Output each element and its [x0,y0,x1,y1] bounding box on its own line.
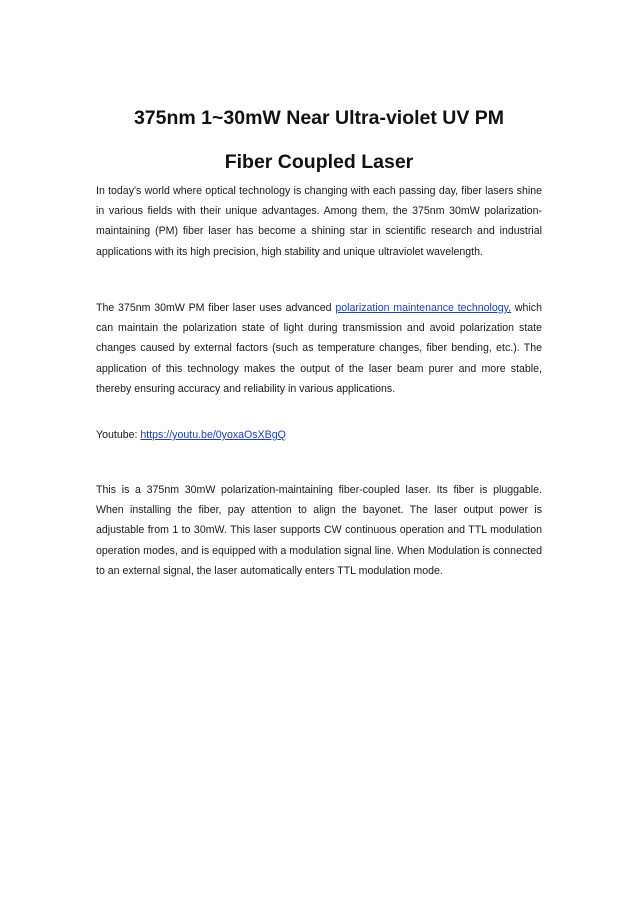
document-title [60,96,578,184]
product-description-paragraph: This is a 375nm 30mW polarization-maintaining fiber-coupled laser. Its fiber is pluggable. When installing the fiber, pay attention to align the bayonet. The laser output power is adjustable from 1 to 30mW. This laser supports CW continuous operation and TTL modulation operation modes, and is equipped with a modulation signal line. When Modulation is connected to an external signal, the laser automatically enters TTL modulation mode. [96,484,542,577]
youtube-label: Youtube: [96,429,141,441]
technology-paragraph-text-start: The 375nm 30mW PM fiber laser uses advanced [96,302,336,314]
title-line-2: Fiber Coupled Laser [224,151,414,173]
title-line-1: 375nm 1~30mW Near Ultra-violet UV PM [133,107,505,129]
youtube-link[interactable]: https://youtu.be/0yoxaOsXBgQ [140,429,286,441]
youtube-line [96,425,542,445]
technology-paragraph [96,298,542,399]
intro-paragraph: In today's world where optical technology is changing with each passing day, fiber lasers shine in various fields with their unique advantages. Among them, the 375nm 30mW polarization-maintaining (PM) fiber laser has become a shining star in scientific research and industrial applications with its high precision, high stability and unique ultraviolet wavelength. [96,185,542,258]
polarization-technology-link[interactable]: polarization maintenance technology, [335,302,512,314]
technology-paragraph-text-end: which can maintain the polarization state of light during transmission and avoid polarization state changes caused by external factors (such as temperature changes, fiber bending, etc.). The application of this technology makes the output of the laser beam purer and more stable, thereby ensuring accuracy and reliability in various applications. [96,302,542,395]
